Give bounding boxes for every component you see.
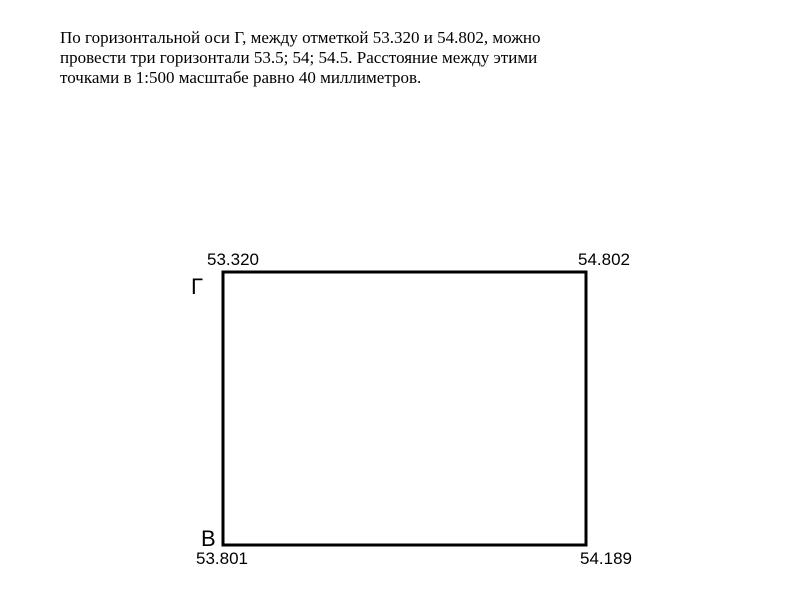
axis-label-v: В: [201, 526, 216, 551]
problem-text-line-2: провести три горизонтали 53.5; 54; 54.5. Расстояние между этими: [60, 48, 538, 67]
axis-label-g: Г: [191, 274, 203, 299]
problem-text-line-1: По горизонтальной оси Г, между отметкой 53.320 и 54.802, можно: [60, 28, 541, 47]
problem-text-line-3: точками в 1:500 масштабе равно 40 миллиметров.: [60, 68, 422, 87]
elevation-bottom-left: 53.801: [196, 549, 248, 568]
elevation-top-left: 53.320: [207, 250, 259, 269]
grid-square: [223, 272, 586, 545]
elevation-top-right: 54.802: [578, 250, 630, 269]
elevation-bottom-right: 54.189: [580, 549, 632, 568]
